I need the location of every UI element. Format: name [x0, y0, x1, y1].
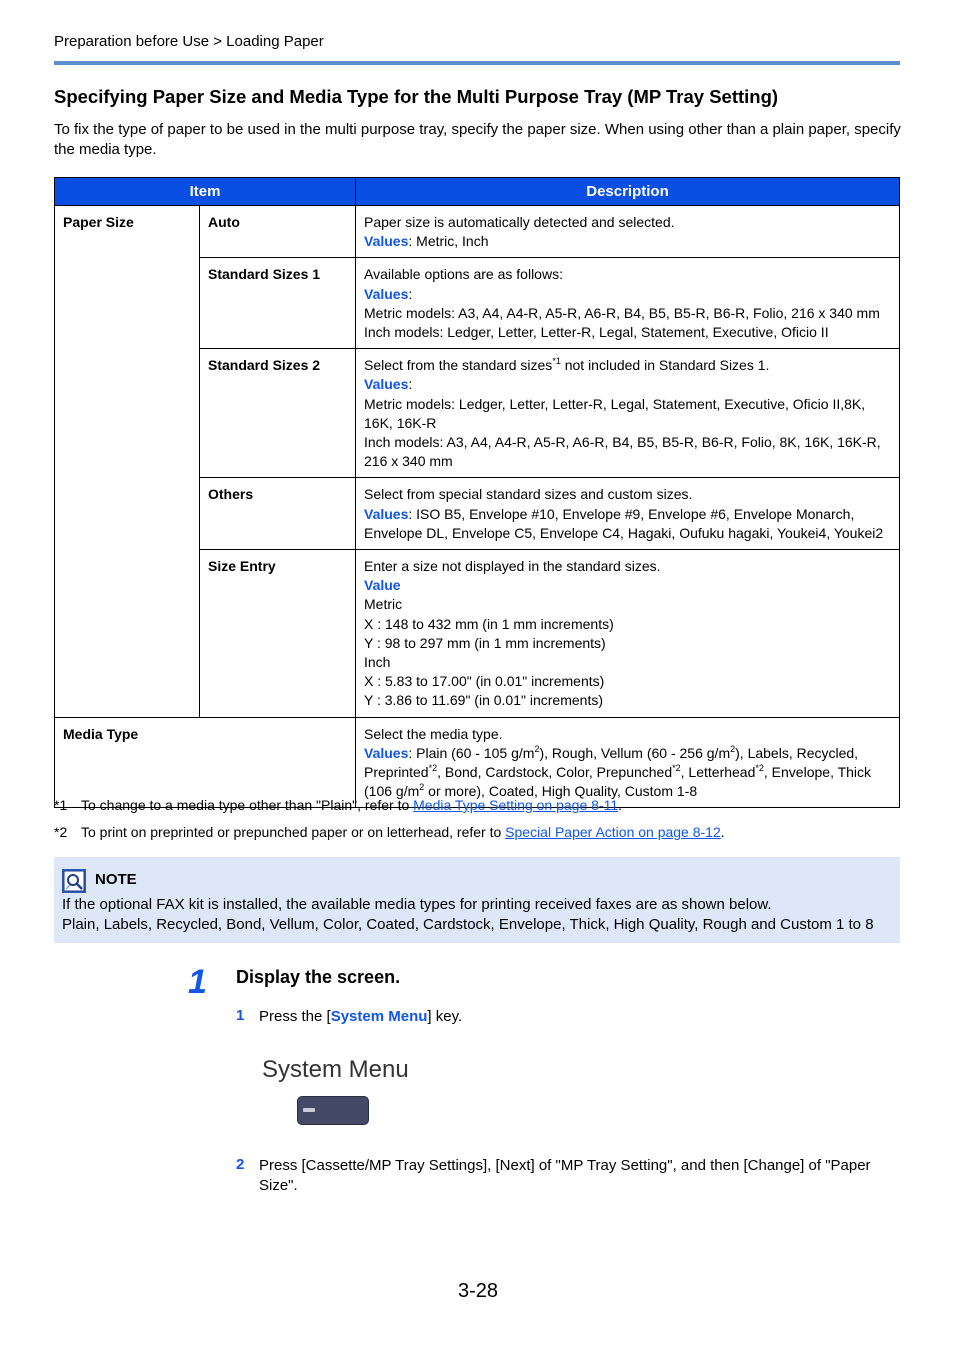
auto-description [356, 206, 900, 258]
footnote-mark: *2 [54, 824, 68, 840]
text: , Envelope, Thick (106 g/m [364, 764, 872, 800]
inch-label: Inch [364, 654, 391, 671]
metric-label: Metric [364, 596, 403, 613]
values-text: : ISO B5, Envelope #10, Envelope #9, Envelope #6, Envelope Monarch, Envelope DL, Envelope C5, Envelope C4, Hagaki, Oufuku hagaki, Youkei4, Youkei2 [364, 505, 884, 541]
superscript: 2 [534, 743, 540, 754]
special-paper-action-link[interactable]: Special Paper Action on page 8-12 [505, 824, 721, 840]
text: , Letterhead [680, 764, 756, 781]
metric-y-range: Y : 98 to 297 mm (in 1 mm increments) [364, 634, 606, 651]
standard-sizes-1-description [356, 258, 900, 349]
footnote-2 [54, 824, 725, 840]
standard-sizes-1-cell: Standard Sizes 1 [200, 258, 356, 349]
substep-text [259, 1007, 462, 1027]
intro-paragraph: To fix the type of paper to be used in the multi purpose tray, specify the paper size. When using other than a plain paper, specify the media type. [54, 121, 901, 158]
system-menu-key-label: System Menu [330, 1008, 428, 1025]
inch-y-range: Y : 3.86 to 11.69" (in 0.01" increments) [364, 692, 603, 709]
footnote-end: . [720, 824, 725, 840]
description-line: Available options are as follows: [364, 266, 563, 283]
step-title: Display the screen. [236, 967, 401, 987]
description-line: Select the media type. [364, 725, 503, 742]
media-type-cell: Media Type [55, 717, 356, 808]
table-header-row [55, 178, 900, 206]
metric-models: Metric models: Ledger, Letter, Letter-R, Legal, Statement, Executive, Oficio II,8K, 16K, 16K-R [364, 395, 866, 431]
note-label: NOTE [95, 871, 137, 888]
footnote-ref: *2 [428, 763, 438, 774]
description-line [364, 356, 891, 375]
text: Select from the standard sizes [364, 357, 553, 374]
value-label: Value [364, 577, 401, 594]
section-title: Specifying Paper Size and Media Type for the Multi Purpose Tray (MP Tray Setting) [54, 86, 779, 107]
description-line: Enter a size not displayed in the standard sizes. [364, 558, 661, 575]
substep-number: 2 [236, 1156, 245, 1173]
footnote-text: To change to a media type other than "Plain", refer to [81, 797, 414, 813]
text: ] key. [427, 1008, 463, 1025]
text: , Bond, Cardstock, Color, Prepunched [437, 764, 673, 781]
values-text [364, 744, 891, 802]
key-indicator-icon [303, 1108, 315, 1112]
values-colon: : [408, 376, 413, 393]
description-line: Paper size is automatically detected and selected. [364, 214, 675, 230]
values-line [364, 375, 891, 394]
text: ), Labels, Recycled, Preprinted [364, 744, 859, 781]
text: not included in Standard Sizes 1. [560, 357, 770, 374]
table-row [55, 717, 900, 808]
inch-x-range: X : 5.83 to 17.00" (in 0.01" increments) [364, 673, 605, 690]
values-label: Values [364, 744, 409, 761]
substep-text: Press [Cassette/MP Tray Settings], [Next] of "MP Tray Setting", and then [Change] of "Paper Size". [259, 1157, 871, 1194]
others-description [356, 478, 900, 550]
values-line [364, 285, 891, 304]
values-text: : Metric, Inch [408, 233, 489, 250]
media-type-setting-link[interactable]: Media Type Setting on page 8-11 [413, 797, 619, 813]
paper-size-cell: Paper Size [55, 206, 200, 718]
inch-models: Inch models: A3, A4, A4-R, A5-R, A6-R, B4, B5, B5-R, B6-R, Folio, 8K, 16K, 16K-R, 216 x 340 mm [364, 434, 881, 470]
step-number: 1 [188, 963, 207, 1001]
footnote-1 [54, 797, 622, 813]
note-icon [62, 869, 86, 893]
superscript: 2 [419, 782, 425, 793]
header-rule [54, 61, 900, 65]
text: or more), Coated, High Quality, Custom 1-8 [424, 783, 698, 800]
text: : Plain (60 - 105 g/m [408, 744, 535, 761]
footnote-end: . [618, 797, 622, 813]
values-line [364, 232, 891, 251]
footnote-ref: *1 [552, 356, 561, 367]
text: ), Rough, Vellum (60 - 256 g/m [539, 744, 731, 761]
others-cell: Others [200, 478, 356, 550]
values-label: Values [364, 285, 409, 302]
footnote-ref: *2 [672, 763, 681, 774]
inch-models: Inch models: Ledger, Letter, Letter-R, Legal, Statement, Executive, Oficio II [364, 324, 829, 341]
size-entry-cell: Size Entry [200, 550, 356, 718]
page-number: 3-28 [458, 1280, 499, 1302]
values-label: Values [364, 505, 409, 522]
column-header-item: Item [55, 178, 356, 206]
note-line: If the optional FAX kit is installed, the available media types for printing received faxes are as shown below. [62, 896, 772, 913]
text: Press the [ [259, 1008, 331, 1025]
standard-sizes-2-description [356, 349, 900, 478]
values-label: Values [364, 233, 409, 250]
footnote-text: To print on preprinted or prepunched paper or on letterhead, refer to [81, 824, 506, 840]
media-type-description [356, 717, 900, 808]
note-line: Plain, Labels, Recycled, Bond, Vellum, Color, Coated, Cardstock, Envelope, Thick, High Quality, Rough and Custom 1 to 8 [62, 916, 874, 933]
column-header-description: Description [356, 178, 900, 206]
auto-cell: Auto [200, 206, 356, 258]
description-line: Select from special standard sizes and custom sizes. [364, 486, 693, 503]
note-text [62, 895, 874, 935]
breadcrumb: Preparation before Use > Loading Paper [54, 33, 324, 50]
note-box [54, 857, 900, 943]
values-colon: : [408, 285, 413, 302]
system-menu-caption: System Menu [262, 1056, 409, 1083]
values-line [364, 505, 891, 543]
system-menu-key[interactable] [297, 1096, 369, 1125]
standard-sizes-2-cell: Standard Sizes 2 [200, 349, 356, 478]
superscript: 2 [730, 743, 736, 754]
metric-models: Metric models: A3, A4, A4-R, A5-R, A6-R, B4, B5, B5-R, B6-R, Folio, 216 x 340 mm [364, 304, 880, 321]
metric-x-range: X : 148 to 432 mm (in 1 mm increments) [364, 615, 614, 632]
table-row [55, 206, 900, 258]
footnote-mark: *1 [54, 797, 68, 813]
substep-number: 1 [236, 1007, 245, 1024]
values-label: Values [364, 376, 409, 393]
footnote-ref: *2 [755, 763, 764, 774]
size-entry-description [356, 550, 900, 718]
settings-table [54, 177, 900, 808]
